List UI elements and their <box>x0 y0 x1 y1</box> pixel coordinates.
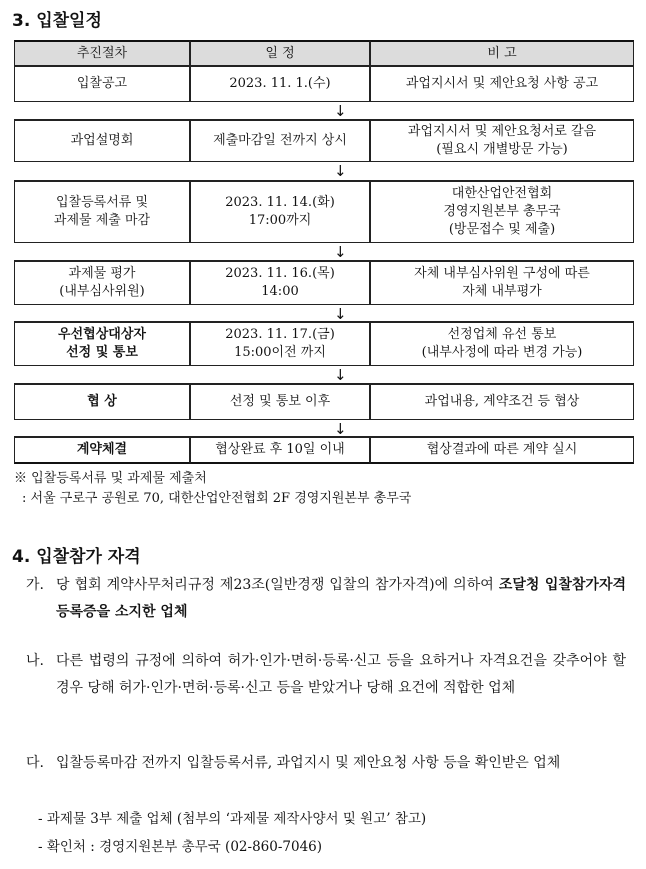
row-note: 협상결과에 따른 계약 실시 <box>370 437 634 464</box>
qualification-item-c <box>26 750 626 777</box>
flow-arrow-icon: ↓ <box>334 305 347 323</box>
row-step: 협 상 <box>14 384 190 420</box>
row-date: 제출마감일 전까지 상시 <box>190 120 370 162</box>
row-note: 자체 내부심사위원 구성에 따른 자체 내부평가 <box>370 261 634 305</box>
sub-item-contact: - 확인처 : 경영지원본부 총무국 (02-860-7046) <box>38 839 323 855</box>
row-note: 과업지시서 및 제안요청 사항 공고 <box>370 66 634 102</box>
item-text: 입찰등록마감 전까지 입찰등록서류, 과업지시 및 제안요청 사항 등을 확인받은 업체 <box>56 755 561 771</box>
header-date: 일 정 <box>190 40 370 66</box>
row-note: 과업내용, 계약조건 등 협상 <box>370 384 634 420</box>
flow-arrow-icon: ↓ <box>334 366 347 384</box>
table-row <box>14 261 634 305</box>
row-date: 2023. 11. 16.(목) 14:00 <box>190 261 370 305</box>
row-note: 선정업체 유선 통보 (내부사정에 따라 변경 가능) <box>370 322 634 366</box>
table-row <box>14 181 634 243</box>
sub-item-submission: - 과제물 3부 제출 업체 (첨부의 ‘과제물 제작사양서 및 원고’ 참고) <box>38 811 427 827</box>
flow-arrow-icon: ↓ <box>334 243 347 261</box>
table-row <box>14 384 634 420</box>
row-note: 대한산업안전협회 경영지원본부 총무국 (방문접수 및 제출) <box>370 181 634 243</box>
flow-arrow-icon: ↓ <box>334 162 347 180</box>
section-4-title: 4. 입찰참가 자격 <box>12 547 141 567</box>
row-step: 과업설명회 <box>14 120 190 162</box>
table-row <box>14 66 634 102</box>
row-step: 우선협상대상자 선정 및 통보 <box>14 322 190 366</box>
item-text <box>56 572 626 626</box>
item-marker: 가. <box>26 577 44 593</box>
row-step: 계약체결 <box>14 437 190 464</box>
qualification-item-a <box>26 572 626 626</box>
row-date: 선정 및 통보 이후 <box>190 384 370 420</box>
header-step: 추진절차 <box>14 40 190 66</box>
footnote-title: ※ 입찰등록서류 및 과제물 제출처 <box>14 471 207 486</box>
header-note: 비 고 <box>370 40 634 66</box>
item-text: 다른 법령의 규정에 의하여 허가·인가·면허·등록·신고 등을 요하거나 자격요건을 갖추어야 할 경우 당해 허가·인가·면허·등록·신고 등을 받았거나 당해 요건에 적합한 업체 <box>56 653 626 696</box>
row-date: 2023. 11. 17.(금) 15:00이전 까지 <box>190 322 370 366</box>
row-step: 과제물 평가 (내부심사위원) <box>14 261 190 305</box>
flow-arrow-icon: ↓ <box>334 420 347 438</box>
section-3-title: 3. 입찰일정 <box>12 11 102 31</box>
item-marker: 나. <box>26 653 44 669</box>
row-note: 과업지시서 및 제안요청서로 갈음 (필요시 개별방문 가능) <box>370 120 634 162</box>
flow-arrow-icon: ↓ <box>334 102 347 120</box>
item-marker: 다. <box>26 755 44 771</box>
row-date: 2023. 11. 14.(화) 17:00까지 <box>190 181 370 243</box>
table-header <box>14 40 634 66</box>
table-row <box>14 437 634 464</box>
row-date: 협상완료 후 10일 이내 <box>190 437 370 464</box>
row-step: 입찰등록서류 및 과제물 제출 마감 <box>14 181 190 243</box>
qualification-item-b <box>26 648 626 702</box>
row-date: 2023. 11. 1.(수) <box>190 66 370 102</box>
table-row <box>14 120 634 162</box>
item-text-bold: 조달청 입찰참가자격등록증을 소지한 업체 <box>56 577 627 620</box>
item-text-prefix: 당 협회 계약사무처리규정 제23조(일반경쟁 입찰의 참가자격)에 의하여 <box>56 577 499 593</box>
row-step: 입찰공고 <box>14 66 190 102</box>
table-row <box>14 322 634 366</box>
footnote-address: : 서울 구로구 공원로 70, 대한산업안전협회 2F 경영지원본부 총무국 <box>22 491 412 506</box>
